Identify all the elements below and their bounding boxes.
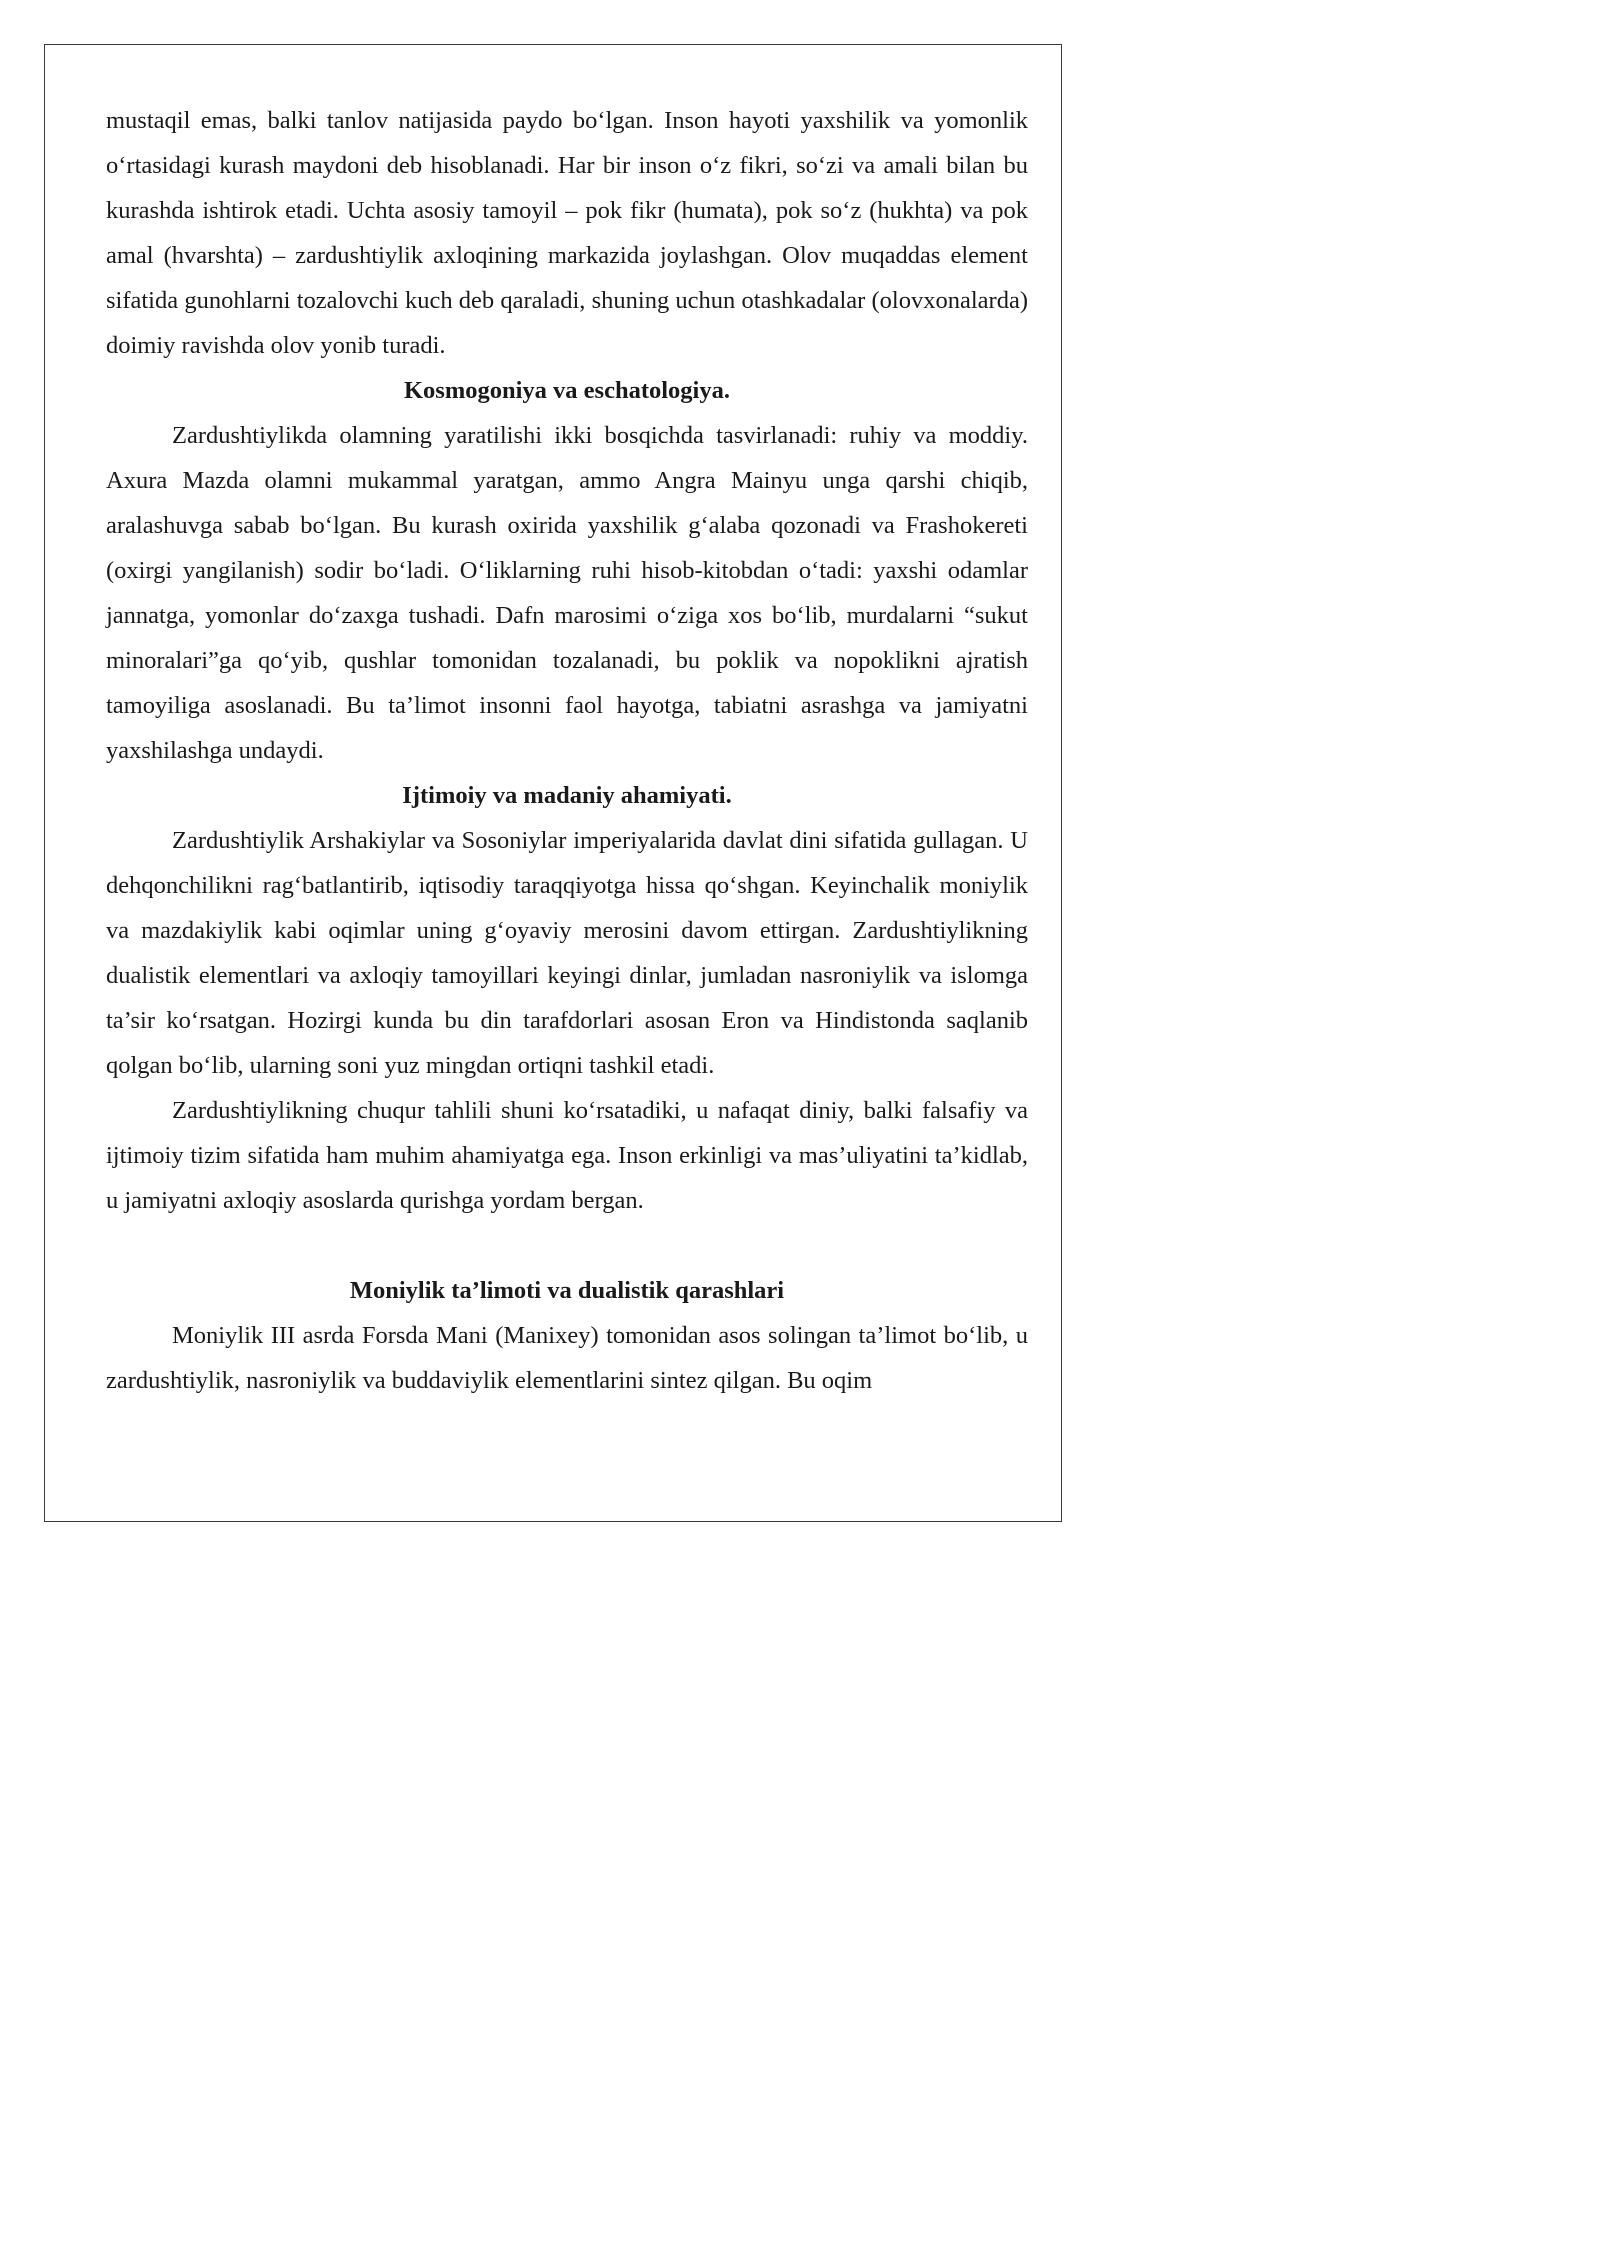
continued-paragraph: mustaqil emas, balki tanlov natijasida paydo bo‘lgan. Inson hayoti yaxshilik va yomonlik o‘rtasidagi kurash maydoni deb hisoblanadi. Har bir inson o‘z fikri, so‘zi va amali bilan bu kurashda ishtirok etadi. Uchta asosiy tamoyil – pok fikr (humata), pok so‘z (hukhta) va pok amal (hvarshta) – zardushtiylik axloqining markazida joylashgan. Olov muqaddas element sifatida gunohlarni tozalovchi kuch deb qaraladi, shuning uchun otashkadalar (olovxonalarda) doimiy ravishda olov yonib turadi. xyxy=(106,107,1028,359)
paragraph-manichaeism: Moniylik III asrda Forsda Mani (Manixey) tomonidan asos solingan ta’limot bo‘lib, u zardushtiylik, nasroniylik va buddaviylik elementlarini sintez qilgan. Bu oqim xyxy=(106,1322,1028,1394)
section-heading-manichaeism: Moniylik ta’limoti va dualistik qarashlari xyxy=(349,1277,785,1304)
section-heading-cosmogony: Kosmogoniya va eschatologiya. xyxy=(404,377,730,404)
paragraph-social-2: Zardushtiylikning chuqur tahlili shuni ko‘rsatadiki, u nafaqat diniy, balki falsafiy va ijtimoiy tizim sifatida ham muhim ahamiyatga ega. Inson erkinligi va mas’uliyatini ta’kidlab, u jamiyatni axloqiy asoslarda qurishga yordam bergan. xyxy=(106,1097,1028,1214)
blank-line xyxy=(106,1223,1028,1268)
section-heading-social: Ijtimoiy va madaniy ahamiyati. xyxy=(402,782,732,809)
document-body xyxy=(106,98,1028,1403)
paragraph-cosmogony: Zardushtiylikda olamning yaratilishi ikki bosqichda tasvirlanadi: ruhiy va moddiy. Axura Mazda olamni mukammal yaratgan, ammo Angra Mainyu unga qarshi chiqib, aralashuvga sabab bo‘lgan. Bu kurash oxirida yaxshilik g‘alaba qozonadi va Frashokereti (oxirgi yangilanish) sodir bo‘ladi. O‘liklarning ruhi hisob-kitobdan o‘tadi: yaxshi odamlar jannatga, yomonlar do‘zaxga tushadi. Dafn marosimi o‘ziga xos bo‘lib, murdalarni “sukut minoralari”ga qo‘yib, qushlar tomonidan tozalanadi, bu poklik va nopoklikni ajratish tamoyiliga asoslanadi. Bu ta’limot insonni faol hayotga, tabiatni asrashga va jamiyatni yaxshilashga undaydi. xyxy=(106,422,1028,764)
paragraph-social-1: Zardushtiylik Arshakiylar va Sosoniylar imperiyalarida davlat dini sifatida gullagan. U dehqonchilikni rag‘batlantirib, iqtisodiy taraqqiyotga hissa qo‘shgan. Keyinchalik moniylik va mazdakiylik kabi oqimlar uning g‘oyaviy merosini davom ettirgan. Zardushtiylikning dualistik elementlari va axloqiy tamoyillari keyingi dinlar, jumladan nasroniylik va islomga ta’sir ko‘rsatgan. Hozirgi kunda bu din tarafdorlari asosan Eron va Hindistonda saqlanib qolgan bo‘lib, ularning soni yuz mingdan ortiqni tashkil etadi. xyxy=(106,827,1028,1079)
